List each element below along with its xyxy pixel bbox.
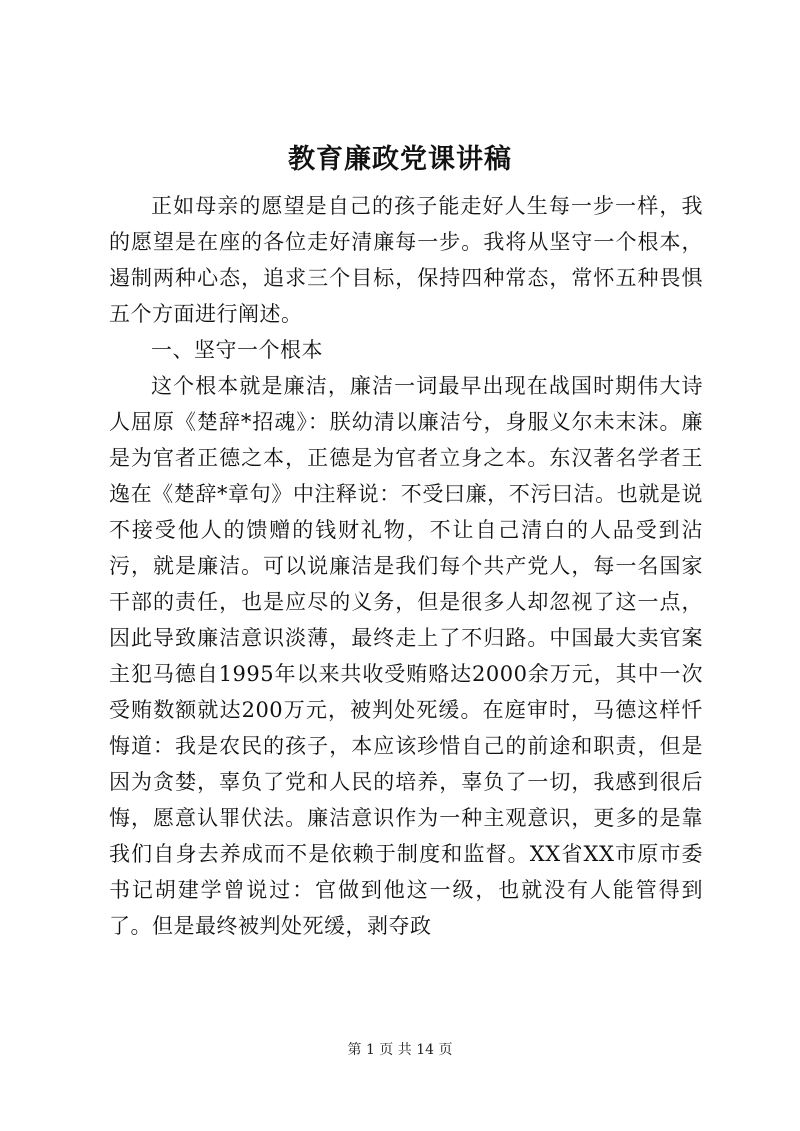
section-heading: 一、坚守一个根本 — [151, 338, 323, 362]
body-paragraph: 这个根本就是廉洁，廉洁一词最早出现在战国时期伟大诗人屈原《楚辞*招魂》：朕幼清以廉洁兮，身服义尔未末沫。廉是为官者正德之本，正德是为官者立身之本。东汉著名学者王逸在《楚辞*章句》中注释说：不受曰廉，不污曰洁。也就是说不接受他人的馈赠的钱财礼物，不让自己清白的人品受到沾污，就是廉洁。可以说廉洁是我们每个共产党人，每一名国家干部的责任，也是应尽的义务，但是很多人却忽视了这一点，因此导致廉洁意识淡薄，最终走上了不归路。中国最大卖官案主犯马德自1995年以来共收受贿赂达2000余万元，其中一次受贿数额就达200万元，被判处死缓。在庭审时，马德这样忏悔道：我是农民的孩子，本应该珍惜自己的前途和职责，但是因为贪婪，辜负了党和人民的培养，辜负了一切，我感到很后悔，愿意认罪伏法。廉洁意识作为一种主观意识，更多的是靠我们自身去养成而不是依赖于制度和监督。XX省XX市原市委书记胡建学曾说过：官做到他这一级，也就没有人能管得到了。但是最终被判处死缓，剥夺政 — [109, 374, 703, 938]
page-footer: 第 1 页 共 14 页 — [347, 1042, 453, 1058]
document-title: 教育廉政党课讲稿 — [288, 144, 512, 175]
document-body — [109, 188, 703, 944]
intro-paragraph: 正如母亲的愿望是自己的孩子能走好人生每一步一样，我的愿望是在座的各位走好清廉每一步。我将从坚守一个根本，遏制两种心态，追求三个目标，保持四种常态，常怀五种畏惧五个方面进行阐述。 — [109, 194, 703, 326]
